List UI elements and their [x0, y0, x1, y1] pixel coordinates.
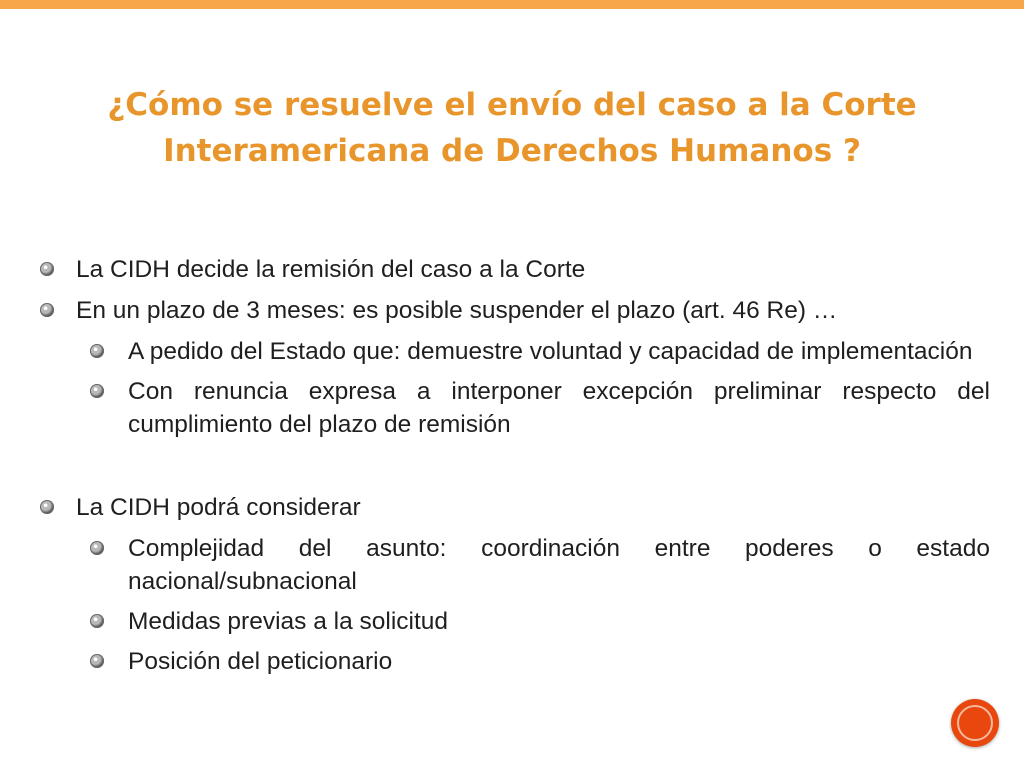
list-item	[40, 491, 990, 524]
list-item-text: Con renuncia expresa a interponer excepción preliminar respecto del cumplimiento del plazo de remisión	[128, 378, 990, 438]
slide-title-line-1: ¿Cómo se resuelve el envío del caso a la Corte	[107, 87, 917, 123]
gear-bullet-icon	[40, 500, 54, 514]
list-item-text: A pedido del Estado que: demuestre voluntad y capacidad de implementación	[128, 338, 973, 365]
list-item-text: En un plazo de 3 meses: es posible suspender el plazo (art. 46 Re) …	[76, 297, 838, 324]
list-item	[40, 253, 990, 286]
gear-bullet-icon	[90, 344, 104, 358]
list-item	[40, 294, 990, 327]
gear-bullet-icon	[40, 303, 54, 317]
slide-title-line-2: Interamericana de Derechos Humanos ?	[163, 133, 861, 169]
list-item-text: La CIDH podrá considerar	[76, 494, 361, 521]
gear-bullet-icon	[90, 654, 104, 668]
gear-bullet-icon	[40, 262, 54, 276]
sub-list-item	[40, 375, 990, 441]
sub-list-item	[40, 532, 990, 598]
gear-bullet-icon	[90, 384, 104, 398]
slide-title	[20, 82, 1004, 174]
list-item-text: Complejidad del asunto: coordinación entre poderes o estado nacional/subnacional	[128, 535, 990, 595]
gear-bullet-icon	[90, 614, 104, 628]
spacer	[40, 448, 990, 491]
top-accent-bar	[0, 0, 1024, 9]
badge-ring	[957, 705, 993, 741]
bullet-list	[40, 253, 990, 685]
sub-list-item	[40, 645, 990, 678]
gear-bullet-icon	[90, 541, 104, 555]
list-item-text: Medidas previas a la solicitud	[128, 608, 449, 635]
list-item-text: Posición del peticionario	[128, 648, 393, 675]
circle-badge-icon	[951, 699, 999, 747]
list-item-text: La CIDH decide la remisión del caso a la Corte	[76, 256, 586, 283]
sub-list-item	[40, 335, 990, 368]
sub-list-item	[40, 605, 990, 638]
